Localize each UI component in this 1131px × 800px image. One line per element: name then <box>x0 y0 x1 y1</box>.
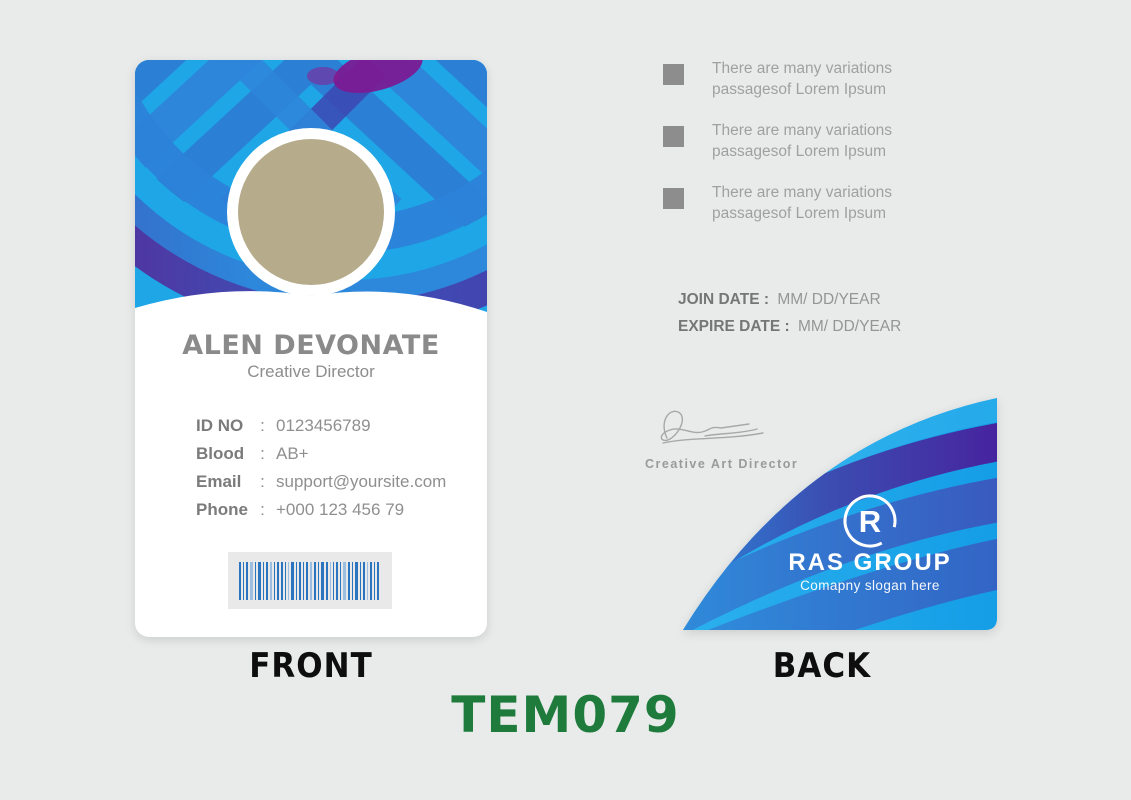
barcode-bar <box>285 562 286 600</box>
join-date-label: JOIN DATE : <box>678 291 769 308</box>
barcode-bar <box>277 562 279 600</box>
barcode-bar <box>281 562 283 600</box>
bullet-item <box>660 182 980 224</box>
field-value: AB+ <box>276 444 309 463</box>
expire-date-row <box>678 318 901 345</box>
bullet-line1: There are many variations <box>712 184 893 201</box>
barcode-bar <box>306 562 308 600</box>
barcode-bar <box>340 562 341 600</box>
square-bullet-icon <box>663 188 684 209</box>
field-value: +000 123 456 79 <box>276 500 405 519</box>
bullet-line2: passagesof Lorem Ipsum <box>712 81 887 98</box>
field-label: Blood <box>196 444 245 463</box>
bullet-item <box>660 58 980 100</box>
header-art-group <box>135 60 487 360</box>
barcode-bar <box>255 562 256 600</box>
field-row-blood <box>196 444 446 472</box>
barcode-bar <box>355 562 358 600</box>
barcode-bar <box>314 562 316 600</box>
barcode <box>228 552 392 609</box>
bullet-line2: passagesof Lorem Ipsum <box>712 205 887 222</box>
bullet-text <box>712 58 980 100</box>
barcode-bar <box>263 562 264 600</box>
barcode-bar <box>303 562 304 600</box>
barcode-bar <box>363 562 365 600</box>
barcode-bar <box>266 562 268 600</box>
field-colon: : <box>260 472 265 491</box>
barcode-bar <box>239 562 241 600</box>
field-value: 0123456789 <box>276 416 371 435</box>
field-label: Phone <box>196 500 248 519</box>
barcode-bar <box>330 562 331 600</box>
barcode-bar <box>246 562 248 600</box>
barcode-bar <box>336 562 338 600</box>
back-label: BACK <box>772 646 872 686</box>
front-card-header-art <box>135 60 487 360</box>
field-colon: : <box>260 416 265 435</box>
front-label: FRONT <box>249 646 373 686</box>
field-value: support@yoursite.com <box>276 472 447 491</box>
company-name: RAS GROUP <box>788 549 952 576</box>
barcode-bar <box>360 562 361 600</box>
field-label: Email <box>196 472 242 491</box>
barcode-bar <box>288 562 289 600</box>
back-card-corner <box>640 395 1002 633</box>
barcode-bar <box>326 562 328 600</box>
field-row-idno <box>196 416 446 444</box>
barcode-bar <box>343 562 346 600</box>
join-date-row <box>678 291 901 318</box>
back-corner-art <box>640 395 1002 633</box>
signature-caption: Creative Art Director <box>645 457 799 471</box>
barcode-bar <box>270 562 272 600</box>
company-slogan: Comapny slogan here <box>800 578 940 593</box>
barcode-bar <box>296 562 297 600</box>
barcode-bar <box>352 562 353 600</box>
barcode-bar <box>291 562 294 600</box>
bullet-line1: There are many variations <box>712 60 893 77</box>
bullet-text <box>712 182 980 224</box>
dates-block <box>678 291 901 345</box>
expire-date-label: EXPIRE DATE : <box>678 318 790 335</box>
barcode-bar <box>367 562 368 600</box>
barcode-bar <box>243 562 244 600</box>
field-row-phone <box>196 500 446 528</box>
bullet-text <box>712 120 980 162</box>
bullet-line1: There are many variations <box>712 122 893 139</box>
barcode-bar <box>318 562 319 600</box>
person-name: ALEN DEVONATE <box>182 330 440 361</box>
barcode-bar <box>274 562 275 600</box>
photo-placeholder <box>238 139 384 285</box>
field-colon: : <box>260 444 265 463</box>
template-code: TEM079 <box>451 686 680 744</box>
barcode-bar <box>321 562 324 600</box>
barcode-bar <box>310 562 312 600</box>
barcode-bar <box>258 562 261 600</box>
barcode-bar <box>377 562 379 600</box>
barcode-bar <box>250 562 253 600</box>
field-row-email <box>196 472 446 500</box>
detail-fields <box>196 416 446 528</box>
bullet-item <box>660 120 980 162</box>
front-card <box>135 60 487 637</box>
person-title: Creative Director <box>247 362 375 381</box>
barcode-bar <box>374 562 375 600</box>
barcode-bar <box>348 562 350 600</box>
barcode-bar <box>299 562 301 600</box>
expire-date-value: MM/ DD/YEAR <box>797 318 902 335</box>
barcode-bar <box>333 562 334 600</box>
square-bullet-icon <box>663 126 684 147</box>
barcode-bar <box>370 562 372 600</box>
bullet-line2: passagesof Lorem Ipsum <box>712 143 887 160</box>
join-date-value: MM/ DD/YEAR <box>777 291 881 308</box>
logo-letter: R <box>858 504 882 539</box>
square-bullet-icon <box>663 64 684 85</box>
field-label: ID NO <box>196 416 244 435</box>
barcode-bars <box>239 562 381 600</box>
field-colon: : <box>260 500 265 519</box>
